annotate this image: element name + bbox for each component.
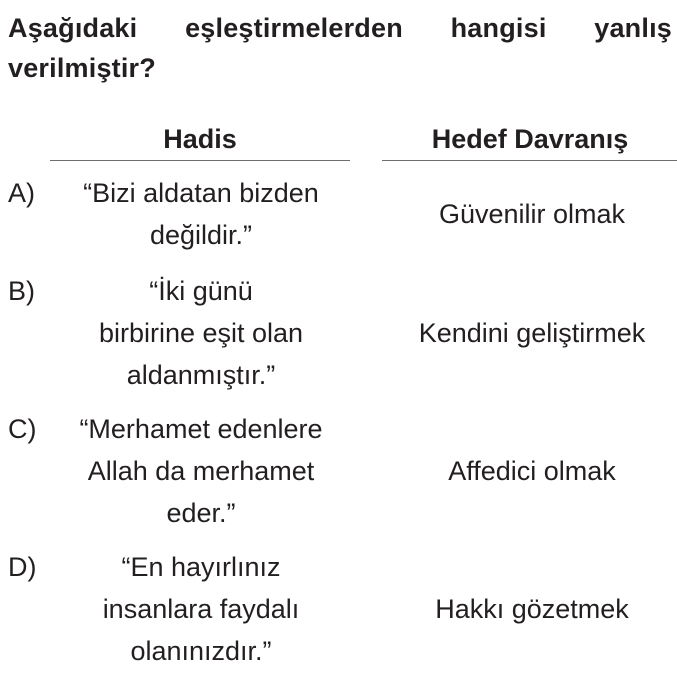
option-davranis: Güvenilir olmak	[438, 199, 626, 229]
hadis-line: “İki günü	[149, 276, 253, 306]
option-letter: C)	[8, 414, 37, 444]
column-divider-hadis	[50, 160, 350, 161]
column-header-hedef-davranis: Hedef Davranış	[431, 124, 629, 154]
option-davranis: Hakkı gözetmek	[435, 594, 629, 624]
column-divider-hedef-davranis	[382, 160, 677, 161]
hadis-line: “Merhamet edenlere	[79, 414, 323, 444]
hadis-line: Allah da merhamet	[87, 456, 315, 486]
option-letter: B)	[8, 276, 35, 306]
column-header-hadis: Hadis	[163, 124, 237, 154]
hadis-line: birbirine eşit olan	[98, 318, 304, 348]
option-davranis: Kendini geliştirmek	[418, 318, 646, 348]
hadis-line: insanlara faydalı	[102, 594, 300, 624]
hadis-line: aldanmıştır.”	[126, 360, 276, 390]
hadis-line: değildir.”	[149, 220, 253, 250]
option-letter: D)	[8, 552, 37, 582]
hadis-line: “Bizi aldatan bizden	[83, 178, 319, 208]
option-davranis: Affedici olmak	[448, 456, 616, 486]
option-hadis	[60, 546, 342, 672]
question-text: Aşağıdaki eşleştirmelerden hangisi yanlış verilmiştir?	[8, 13, 672, 83]
option-hadis	[60, 172, 342, 256]
hadis-line: eder.”	[166, 498, 236, 528]
option-letter: A)	[8, 178, 35, 208]
option-hadis	[60, 408, 342, 534]
option-hadis	[60, 270, 342, 396]
hadis-line: olanınızdır.”	[130, 636, 272, 666]
hadis-line: “En hayırlınız	[121, 552, 281, 582]
